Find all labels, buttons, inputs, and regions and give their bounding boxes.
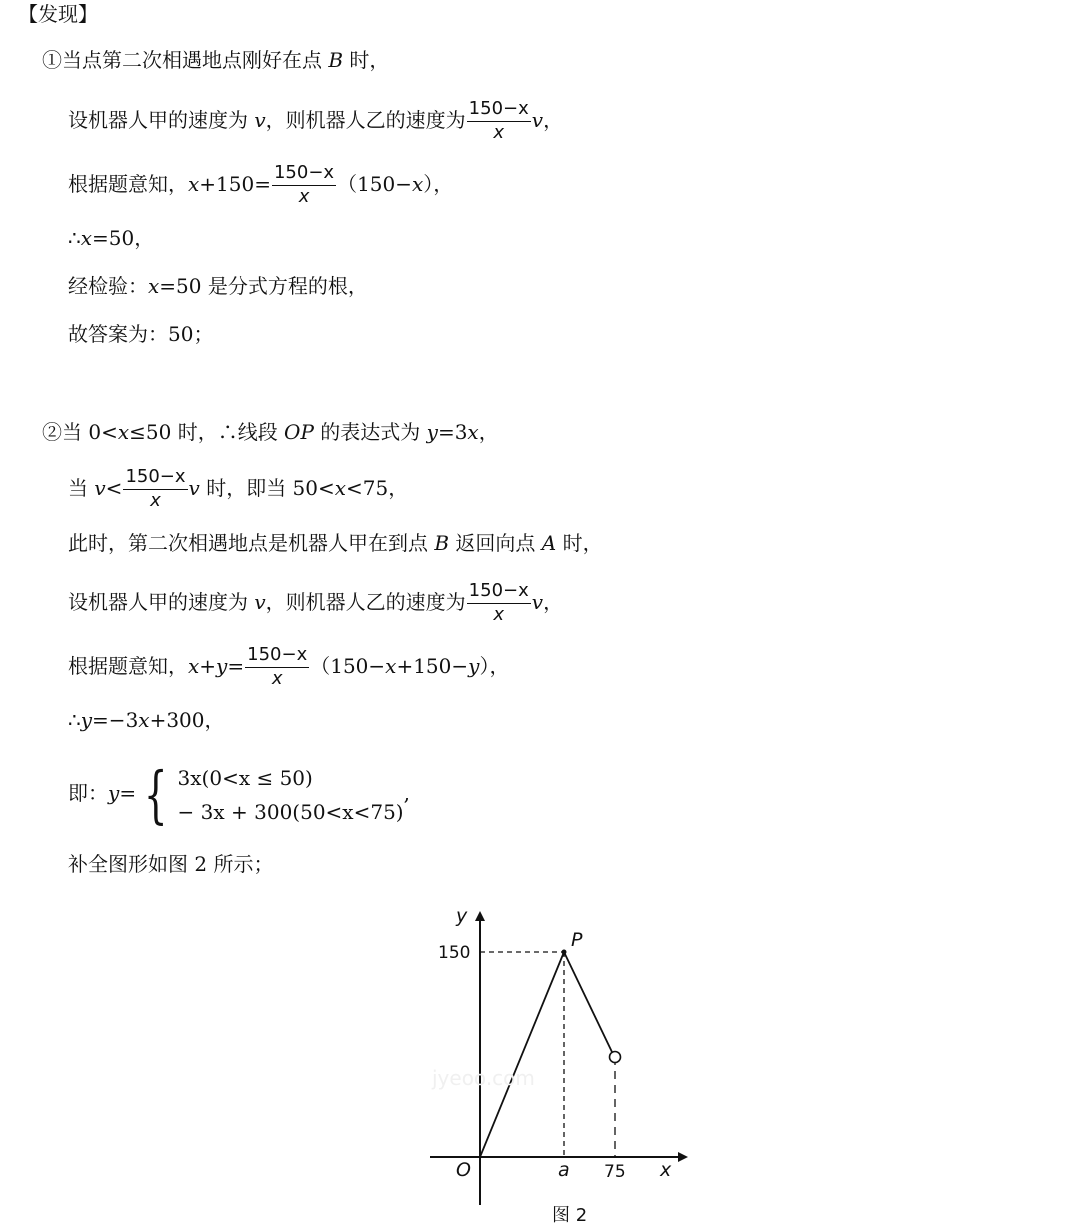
piecewise-case-1: 3x(0<x ≤ 50) [177, 765, 313, 790]
part1-line-2: 设机器人甲的速度为 v，则机器人乙的速度为 $\frac{150-x}{x}$ v， [68, 98, 564, 143]
fraction: $\frac{150-x}{x}$ [468, 98, 529, 143]
fraction: $\frac{150-x}{x}$ [125, 466, 186, 511]
x-tick-label-a: a [558, 1159, 570, 1181]
fraction: $\frac{150-x}{x}$ [468, 580, 529, 625]
part2-line-1: ②当 0<x≤50 时，∴线段 OP 的表达式为 y=3x， [42, 420, 499, 444]
origin-label: O [456, 1159, 471, 1181]
part1-line-6: 故答案为：50； [68, 322, 214, 346]
part2-line-5: 根据题意知，x+y= $\frac{150-x}{x}$ （150−x+150−y）， [68, 644, 510, 689]
figure-2-graph [420, 895, 700, 1230]
part1-line-1: ①当点第二次相遇地点刚好在点 B 时， [42, 48, 390, 72]
part2-line-7: 即：y= { 3x(0<x ≤ 50) − 3x + 300(50<x<75) , [68, 757, 410, 831]
section-title: 【发现】 [18, 2, 98, 26]
fraction: $\frac{150-x}{x}$ [273, 162, 335, 207]
part1-line-3: 根据题意知，x+150= $\frac{150-x}{x}$ （150−x）， [68, 162, 454, 207]
part1-line-4: ∴x=50， [68, 226, 155, 250]
figure-caption: 图 2 [552, 1205, 588, 1226]
y-axis-label: y [456, 905, 468, 927]
part2-line-4: 设机器人甲的速度为 v，则机器人乙的速度为 $\frac{150-x}{x}$ v， [68, 580, 564, 625]
open-endpoint [610, 1052, 621, 1063]
peak-label: P [571, 929, 583, 951]
part2-line-3: 此时，第二次相遇地点是机器人甲在到点 B 返回向点 A 时， [68, 531, 603, 555]
part2-line-8: 补全图形如图 2 所示； [68, 852, 274, 876]
y-tick-label: 150 [438, 943, 471, 963]
x-tick-label-75: 75 [604, 1162, 626, 1182]
part2-line-6: ∴y=−3x+300， [68, 708, 225, 732]
segment-op [480, 952, 564, 1157]
fraction: $\frac{150-x}{x}$ [247, 644, 308, 689]
piecewise-case-2: − 3x + 300(50<x<75) [177, 799, 404, 824]
part1-line-5: 经检验：x=50 是分式方程的根， [68, 274, 368, 298]
x-axis-label: x [660, 1159, 672, 1181]
segment-p-to-75 [564, 952, 612, 1052]
peak-point [562, 950, 567, 955]
part2-line-2: 当 v< $\frac{150-x}{x}$ v 时，即当 50<x<75， [68, 466, 409, 511]
watermark: jyeoo.com [432, 1066, 535, 1090]
piecewise-function: { 3x(0<x ≤ 50) − 3x + 300(50<x<75) [143, 757, 404, 831]
